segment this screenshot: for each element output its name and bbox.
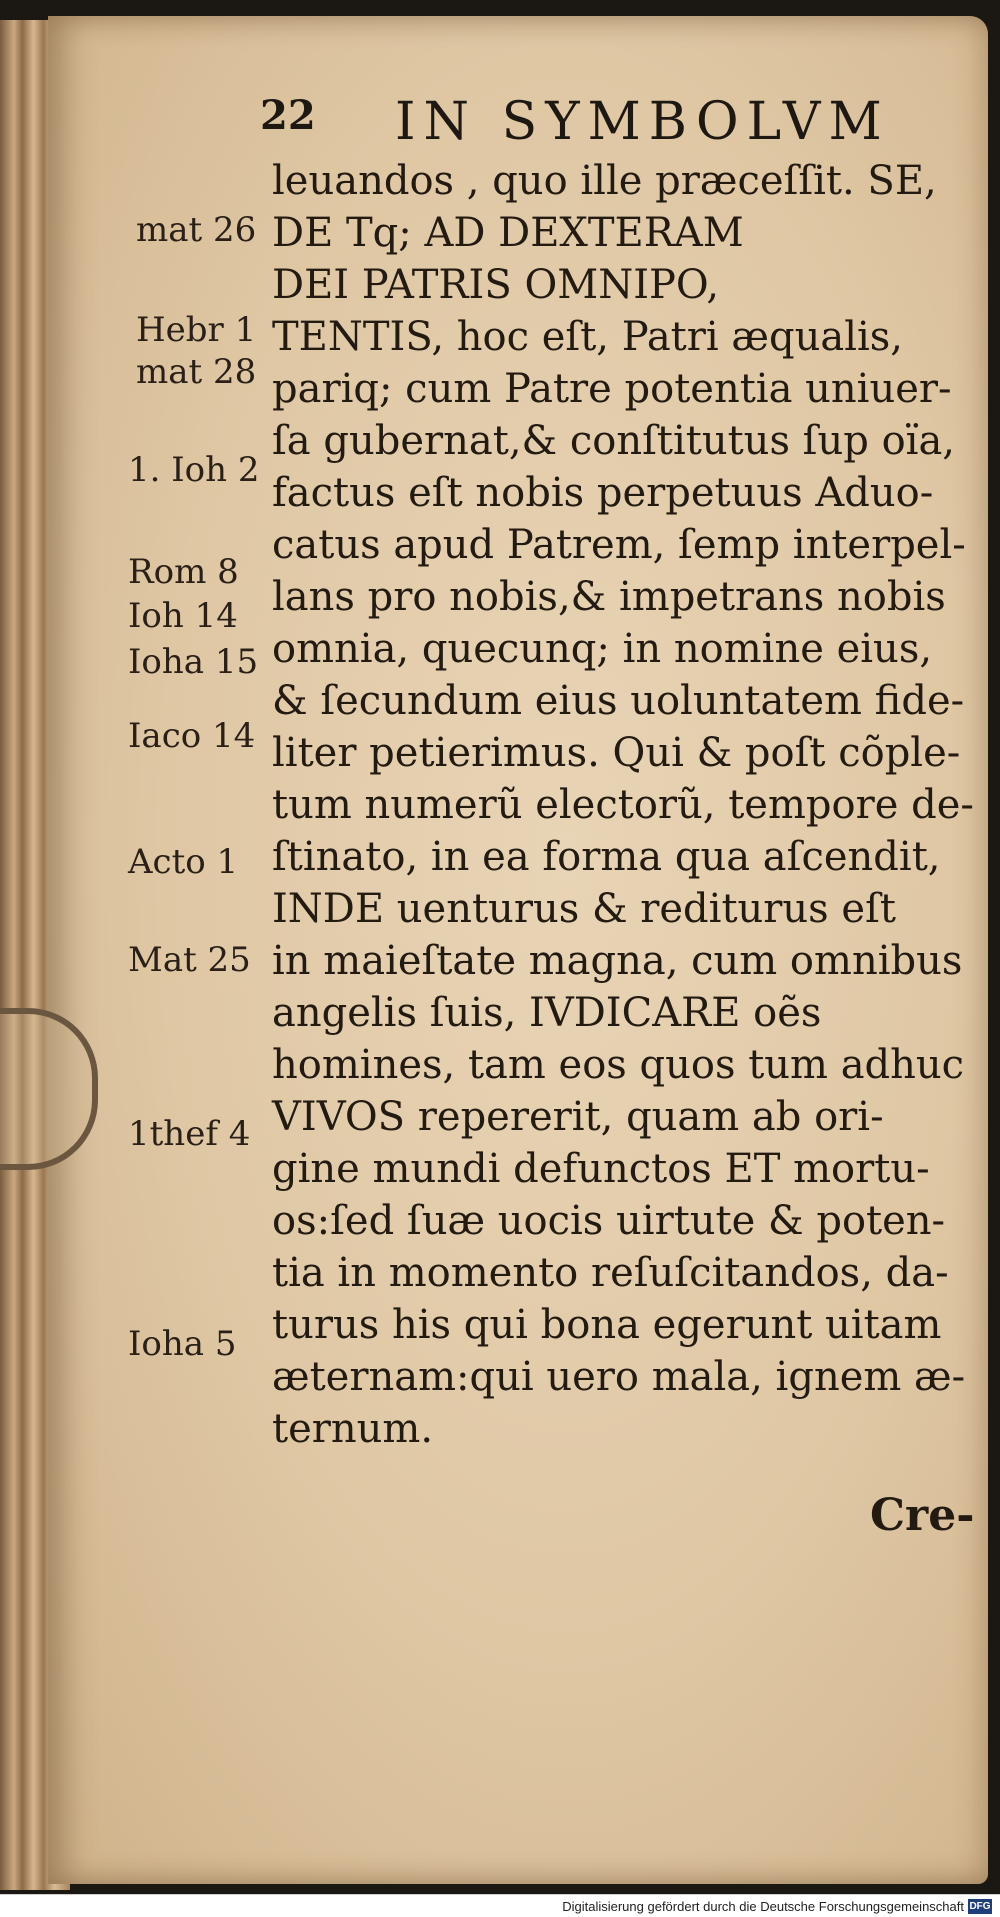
text-line: omnia, quecunq; in nomine eius,: [272, 626, 933, 672]
margin-note: 1thef 4: [128, 1114, 251, 1154]
text-line: pariq; cum Patre potentia uniuer-: [272, 366, 952, 412]
text-line: & ſecundum eius uoluntatem fide-: [272, 678, 965, 724]
text-line: DE Tq; AD DEXTERAM: [272, 210, 744, 256]
text-line: leuandos , quo ille præceſſit. SE,: [272, 158, 937, 204]
margin-note: mat 26: [136, 210, 257, 250]
text-line: ternum.: [272, 1406, 434, 1452]
digitization-footer: [0, 1894, 1000, 1917]
text-line: VIVOS repererit, quam ab ori-: [272, 1094, 884, 1140]
margin-note: Ioh 14: [128, 596, 238, 636]
dfg-logo: DFG: [969, 1901, 991, 1912]
text-line: homines, tam eos quos tum adhuc: [272, 1042, 965, 1088]
margin-note: Rom 8: [128, 552, 239, 592]
text-line: angelis ſuis, IVDICARE oẽs: [272, 990, 822, 1036]
text-line: ſtinato, in ea forma qua aſcendit,: [272, 834, 941, 880]
text-line: TENTIS, hoc eſt, Patri æqualis,: [272, 314, 904, 360]
margin-note: Acto 1: [128, 842, 239, 882]
margin-note: Ioha 15: [128, 642, 259, 682]
margin-note: Iaco 14: [128, 716, 256, 756]
margin-note: Hebr 1: [136, 310, 257, 350]
text-line: turus his qui bona egerunt uitam: [272, 1302, 942, 1348]
running-title: IN SYMBOLVM: [395, 92, 890, 152]
page-header: [260, 92, 960, 152]
margin-note: Mat 25: [128, 940, 251, 980]
text-line: DEI PATRIS OMNIPO,: [272, 262, 720, 308]
margin-note: 1. Ioh 2: [128, 450, 260, 490]
text-line: tia in momento reſuſcitandos, da-: [272, 1250, 949, 1296]
text-line: factus eſt nobis perpetuus Aduo-: [272, 470, 934, 516]
text-line: tum numerũ electorũ, tempore de-: [272, 782, 974, 828]
page-number: 22: [260, 92, 316, 139]
text-line: in maieſtate magna, cum omnibus: [272, 938, 963, 984]
text-line: æternam:qui uero mala, ignem æ-: [272, 1354, 966, 1400]
text-line: ſa gubernat,& conſtitutus ſup oïa,: [272, 418, 956, 464]
margin-note: Ioha 5: [128, 1324, 237, 1364]
text-line: liter petierimus. Qui & poſt cõple-: [272, 730, 961, 776]
margin-note: mat 28: [136, 352, 257, 392]
text-line: lans pro nobis,& impetrans nobis: [272, 574, 946, 620]
text-line: INDE uenturus & rediturus eſt: [272, 886, 896, 932]
catchword: Cre-: [870, 1490, 975, 1541]
text-line: gine mundi defunctos ET mortu-: [272, 1146, 930, 1192]
funding-credit: Digitalisierung gefördert durch die Deutsche Forschungsgemeinschaft: [562, 1899, 964, 1914]
text-line: catus apud Patrem, ſemp interpel-: [272, 522, 966, 568]
text-line: os:ſed ſuæ uocis uirtute & poten-: [272, 1198, 946, 1244]
